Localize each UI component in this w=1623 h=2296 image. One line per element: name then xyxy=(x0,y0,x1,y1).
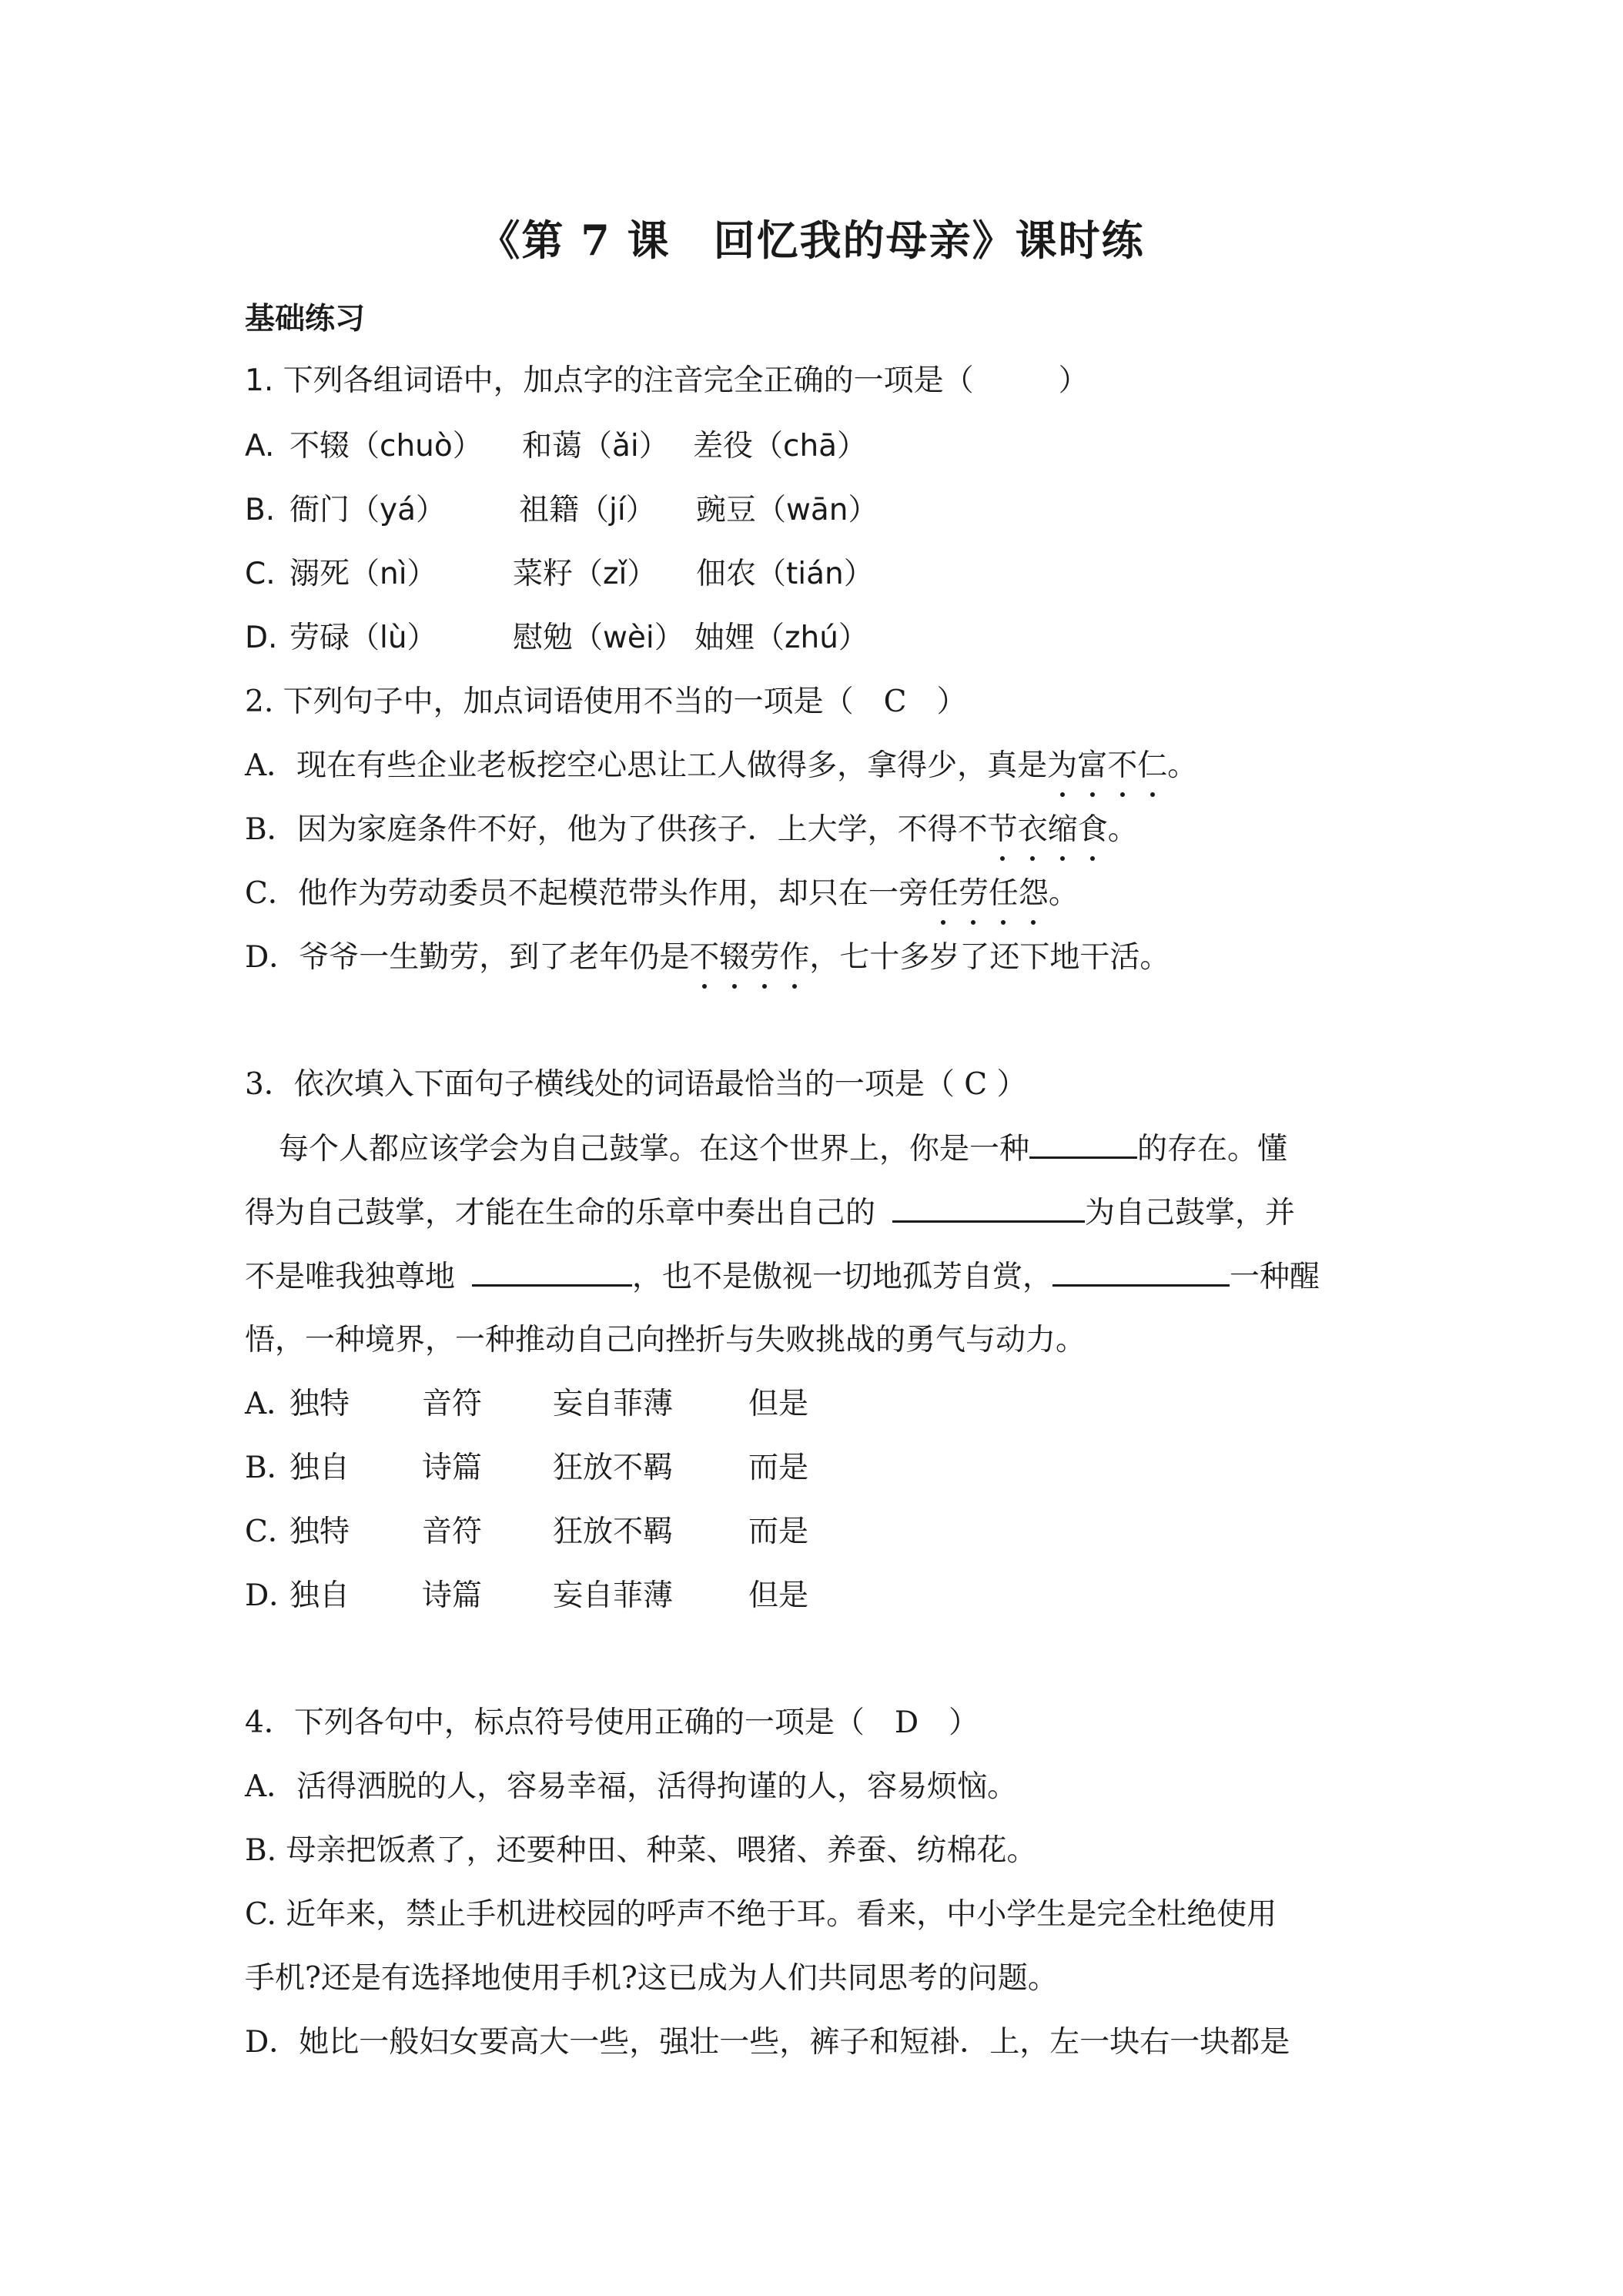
option-text: 。 xyxy=(1107,812,1138,847)
dotted-char: 衣 xyxy=(1018,807,1048,853)
option-word: 独特 xyxy=(289,1387,350,1421)
fill-blank-2[interactable] xyxy=(892,1190,1085,1223)
question-4-option-b: B. 母亲把饭煮了，还要种田、种菜、喂猪、养蚕、纺棉花。 xyxy=(245,1833,1037,1868)
option-word: 妯娌（zhú） xyxy=(694,621,868,655)
option-text: D．爷爷一生勤劳，到了老年仍是 xyxy=(245,940,690,975)
option-word: 而是 xyxy=(748,1514,809,1549)
fill-blank-1[interactable] xyxy=(1029,1126,1137,1159)
dotted-char: 辍 xyxy=(719,935,749,981)
option-text: B．因为家庭条件不好，他为了供孩子．上大学，不得不 xyxy=(245,812,988,847)
option-word: 劳碌（lù） xyxy=(289,621,437,655)
dotted-char: 富 xyxy=(1077,743,1107,789)
option-text: 。 xyxy=(1048,876,1079,911)
dotted-char: 任 xyxy=(989,871,1019,917)
option-word: 妄自菲薄 xyxy=(553,1578,674,1613)
option-word: 诗篇 xyxy=(422,1578,483,1613)
question-4-option-a: A．活得洒脱的人，容易幸福，活得拘谨的人，容易烦恼。 xyxy=(245,1769,1018,1804)
question-4-stem: 4．下列各句中，标点符号使用正确的一项是（ D ） xyxy=(245,1705,979,1740)
option-word: 独自 xyxy=(289,1578,350,1613)
fill-blank-3[interactable] xyxy=(472,1253,632,1287)
dotted-char: 食 xyxy=(1078,807,1108,853)
question-2-option-b xyxy=(245,807,1384,853)
option-word: 和蔼（ǎi） xyxy=(522,429,669,464)
option-word: 而是 xyxy=(748,1451,809,1485)
option-word: 但是 xyxy=(748,1387,809,1421)
option-word: 但是 xyxy=(748,1578,809,1613)
question-2-option-c xyxy=(245,871,1384,917)
option-label: A. xyxy=(245,429,275,464)
question-2-stem: 2. 下列句子中，加点词语使用不当的一项是（ C ） xyxy=(245,684,967,719)
question-3-passage-line-2 xyxy=(245,1190,1384,1236)
dotted-char: 不 xyxy=(1107,743,1137,789)
option-word: 慰勉（wèi） xyxy=(513,621,684,655)
passage-text: 的存在。懂 xyxy=(1137,1132,1288,1166)
option-label: B. xyxy=(245,493,276,527)
passage-text: 得为自己鼓掌，才能在生命的乐章中奏出自己的 xyxy=(245,1196,876,1230)
option-word: 差役（chā） xyxy=(693,429,868,464)
option-word: 独自 xyxy=(289,1451,350,1485)
question-2-option-a xyxy=(245,743,1384,789)
passage-text: 不是唯我独尊地 xyxy=(245,1260,456,1294)
question-1-text: 1. 下列各组词语中，加点字的注音完全正确的一项是（ xyxy=(245,363,974,398)
question-1-option-b xyxy=(245,487,1384,534)
fill-blank-4[interactable] xyxy=(1052,1253,1230,1287)
question-3-option-d xyxy=(245,1573,1384,1619)
dotted-char: 劳 xyxy=(749,935,779,981)
option-word: 衙门（yá） xyxy=(289,493,446,527)
question-3-option-a xyxy=(245,1381,1384,1427)
passage-text: 一种醒 xyxy=(1230,1260,1320,1294)
question-1-paren-close: ） xyxy=(1058,363,1089,398)
option-word: 音符 xyxy=(422,1387,483,1421)
option-text: A．现在有些企业老板挖空心思让工人做得多，拿得少，真是 xyxy=(245,748,1048,783)
dotted-char: 不 xyxy=(689,935,719,981)
option-word: 音符 xyxy=(422,1514,483,1549)
dotted-char: 缩 xyxy=(1048,807,1078,853)
page-title: 《第 7 课 回忆我的母亲》课时练 xyxy=(478,216,1145,265)
section-heading: 基础练习 xyxy=(245,302,366,336)
dotted-char: 怨 xyxy=(1019,871,1049,917)
dotted-char: 节 xyxy=(988,807,1018,853)
option-word: 独特 xyxy=(289,1514,350,1549)
option-text: C．他作为劳动委员不起模范带头作用，却只在一旁 xyxy=(245,876,929,911)
passage-text: ，也不是傲视一切地孤芳自赏， xyxy=(632,1260,1053,1294)
dotted-char: 仁 xyxy=(1137,743,1167,789)
question-3-option-c xyxy=(245,1509,1384,1555)
option-label: D. xyxy=(245,621,278,655)
option-label: B． xyxy=(245,1451,297,1485)
option-label: C． xyxy=(245,1514,298,1549)
question-4-option-c-line-2: 手机?还是有选择地使用手机?这已成为人们共同思考的问题。 xyxy=(245,1961,1058,1996)
option-label: A． xyxy=(245,1387,297,1421)
option-text: ，七十多岁了还下地干活。 xyxy=(809,940,1170,975)
question-1-option-d xyxy=(245,615,1384,661)
dotted-char: 劳 xyxy=(959,871,989,917)
option-word: 狂放不羁 xyxy=(553,1514,674,1549)
option-word: 妄自菲薄 xyxy=(553,1387,674,1421)
question-3-option-b xyxy=(245,1445,1384,1491)
option-label: D． xyxy=(245,1578,300,1613)
option-label: C. xyxy=(245,557,276,591)
question-3-passage-line-3 xyxy=(245,1253,1384,1300)
option-word: 菜籽（zǐ） xyxy=(513,557,658,591)
option-word: 豌豆（wān） xyxy=(696,493,878,527)
question-4-option-d: D．她比一般妇女要高大一些，强壮一些，裤子和短褂．上，左一块右一块都是 xyxy=(245,2025,1290,2060)
question-1-option-c xyxy=(245,551,1384,597)
passage-text: 为自己鼓掌，并 xyxy=(1085,1196,1296,1230)
option-word: 溺死（nì） xyxy=(289,557,437,591)
question-3-stem: 3．依次填入下面句子横线处的词语最恰当的一项是（ C ） xyxy=(245,1067,1027,1102)
question-3-passage-line-1 xyxy=(279,1126,1387,1172)
option-word: 祖籍（jí） xyxy=(519,493,656,527)
dotted-char: 任 xyxy=(929,871,959,917)
question-1-option-a xyxy=(245,423,1384,470)
option-word: 佃农（tián） xyxy=(696,557,874,591)
question-1-stem xyxy=(245,358,1384,404)
question-2-option-d xyxy=(245,935,1384,981)
question-3-passage-line-4: 悟，一种境界，一种推动自己向挫折与失败挑战的勇气与动力。 xyxy=(245,1323,1086,1357)
passage-text: 每个人都应该学会为自己鼓掌。在这个世界上，你是一种 xyxy=(279,1132,1030,1166)
dotted-char: 作 xyxy=(779,935,809,981)
option-text: 。 xyxy=(1167,748,1198,783)
option-word: 诗篇 xyxy=(422,1451,483,1485)
option-word: 狂放不羁 xyxy=(553,1451,674,1485)
question-4-option-c-line-1: C. 近年来，禁止手机进校园的呼声不绝于耳。看来，中小学生是完全杜绝使用 xyxy=(245,1897,1277,1932)
option-word: 不辍（chuò） xyxy=(289,429,483,464)
dotted-char: 为 xyxy=(1047,743,1077,789)
